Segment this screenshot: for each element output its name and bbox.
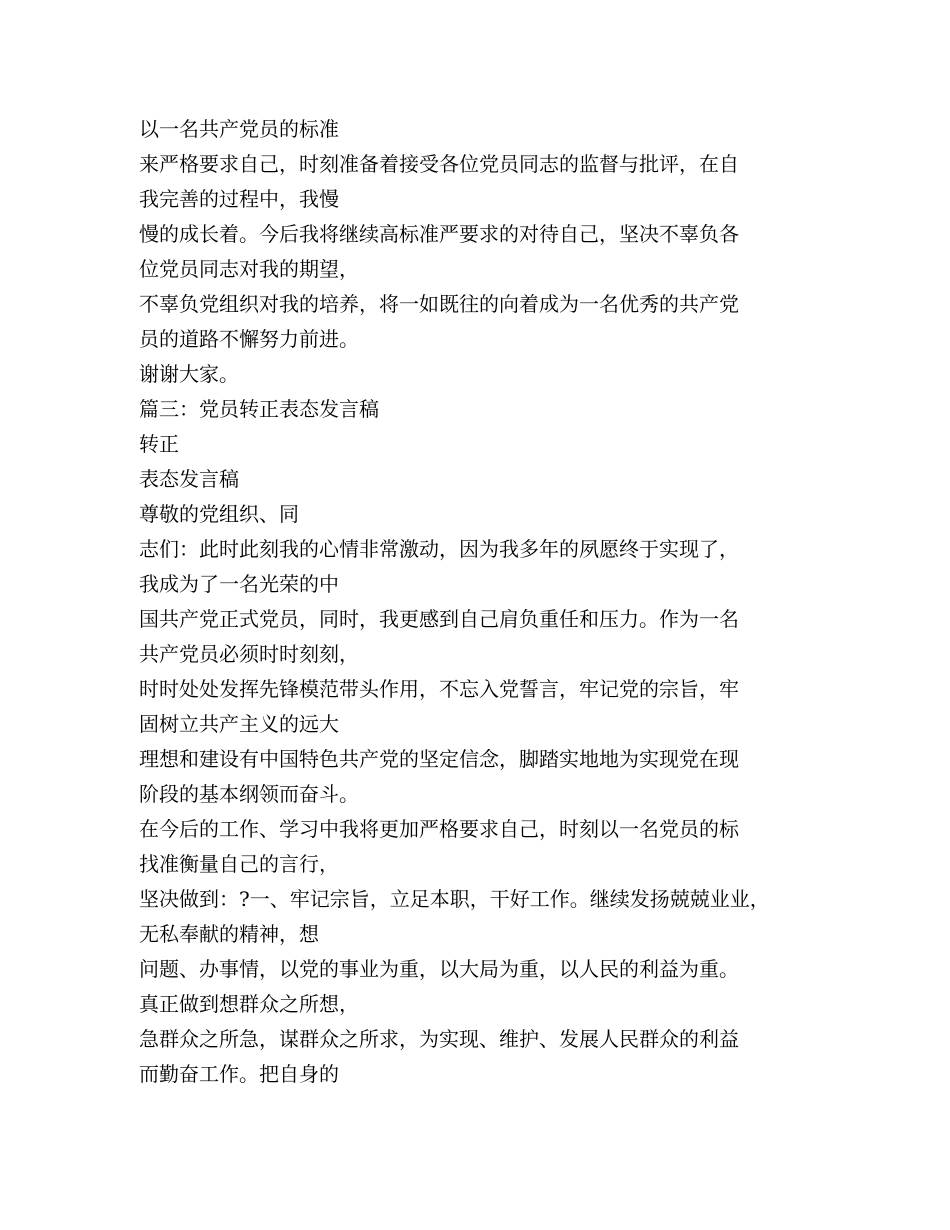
text-line: 急群众之所急，谋群众之所求，为实现、维护、发展人民群众的利益 bbox=[139, 1027, 739, 1051]
text-line: 共产党员必须时时刻刻， bbox=[139, 642, 359, 666]
text-line: 慢的成长着。今后我将继续高标准严要求的对待自己，坚决不辜负各 bbox=[139, 222, 739, 246]
text-line: 固树立共产主义的远大 bbox=[139, 712, 339, 736]
text-line: 不辜负党组织对我的培养，将一如既往的向着成为一名优秀的共产党 bbox=[139, 292, 739, 316]
section-heading: 篇三：党员转正表态发言稿 bbox=[139, 397, 379, 421]
text-line: 以一名共产党员的标准 bbox=[139, 117, 339, 141]
text-line: 表态发言稿 bbox=[139, 467, 239, 491]
text-line: 来严格要求自己，时刻准备着接受各位党员同志的监督与批评，在自 bbox=[139, 152, 739, 176]
text-line: 时时处处发挥先锋模范带头作用，不忘入党誓言，牢记党的宗旨，牢 bbox=[139, 677, 739, 701]
document-body bbox=[139, 112, 839, 1092]
text-line: 而勤奋工作。把自身的 bbox=[139, 1062, 339, 1086]
text-line: 阶段的基本纲领而奋斗。 bbox=[139, 782, 359, 806]
text-line: 理想和建设有中国特色共产党的坚定信念，脚踏实地地为实现党在现 bbox=[139, 747, 739, 771]
text-line: 真正做到想群众之所想， bbox=[139, 992, 359, 1016]
text-line: 找准衡量自己的言行， bbox=[139, 852, 339, 876]
text-line: 员的道路不懈努力前进。 bbox=[139, 327, 359, 351]
text-line: 志们：此时此刻我的心情非常激动，因为我多年的夙愿终于实现了， bbox=[139, 537, 739, 561]
text-line: 我成为了一名光荣的中 bbox=[139, 572, 339, 596]
text-line: 在今后的工作、学习中我将更加严格要求自己，时刻以一名党员的标 bbox=[139, 817, 739, 841]
text-line: 无私奉献的精神，想 bbox=[139, 922, 319, 946]
text-line: 问题、办事情，以党的事业为重，以大局为重，以人民的利益为重。 bbox=[139, 957, 739, 981]
text-line: 坚决做到：?一、牢记宗旨，立足本职，干好工作。继续发扬兢兢业业， bbox=[139, 887, 770, 911]
text-line: 位党员同志对我的期望， bbox=[139, 257, 359, 281]
text-line: 转正 bbox=[139, 432, 179, 456]
text-line: 尊敬的党组织、同 bbox=[139, 502, 299, 526]
text-line: 我完善的过程中，我慢 bbox=[139, 187, 339, 211]
text-line: 国共产党正式党员，同时，我更感到自己肩负重任和压力。作为一名 bbox=[139, 607, 739, 631]
text-line: 谢谢大家。 bbox=[139, 362, 239, 386]
